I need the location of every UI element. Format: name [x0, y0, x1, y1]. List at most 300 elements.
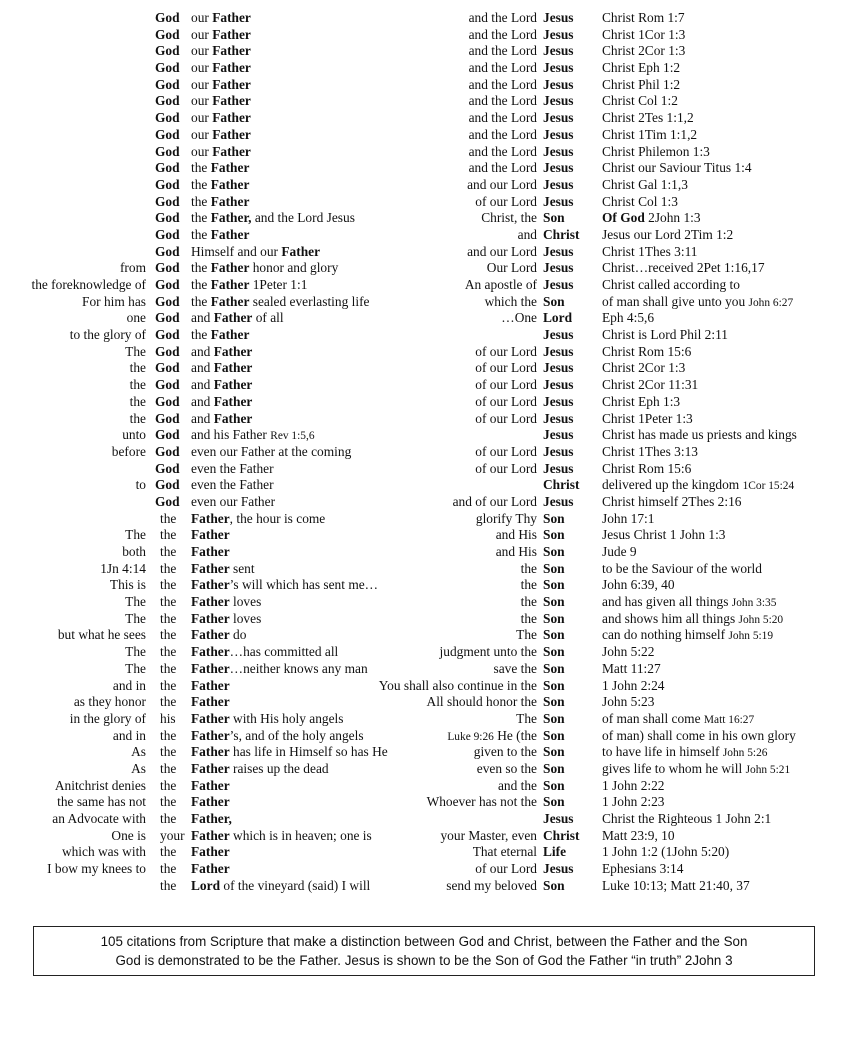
lead-phrase: from: [119, 260, 146, 276]
father-phrase-segment: our: [191, 93, 213, 109]
connector-phrase: [427, 694, 537, 711]
father-phrase-segment: and: [191, 343, 214, 359]
father-phrase-segment: of the vineyard (said) I will: [220, 877, 371, 893]
connector-phrase-segment: and our Lord: [467, 176, 537, 192]
father-phrase-segment: Father: [210, 226, 250, 242]
connector-phrase-segment: and the: [497, 777, 537, 793]
father-phrase: [191, 110, 251, 127]
son-keyword: Son: [543, 594, 565, 610]
connector-phrase-segment: …One: [501, 310, 537, 326]
reference-phrase: [602, 861, 683, 878]
reference-phrase: [602, 160, 752, 177]
father-phrase: [191, 60, 251, 77]
reference-phrase: [602, 244, 697, 261]
citation-row: [0, 678, 850, 695]
citation-row: [0, 661, 850, 678]
reference-phrase-segment: Of God: [602, 210, 645, 226]
father-phrase-segment: Father: [191, 610, 230, 626]
father-phrase-segment: Father: [210, 176, 250, 192]
lead-phrase: to: [135, 477, 146, 493]
son-keyword: Jesus: [543, 443, 574, 459]
citation-row: [0, 194, 850, 211]
god-column: God: [155, 327, 180, 343]
reference-phrase-segment: 1 John 2:22: [602, 777, 665, 793]
connector-phrase-segment: of our Lord: [475, 460, 537, 476]
father-phrase-segment: Father: [213, 360, 253, 376]
father-phrase-segment: Father: [213, 343, 253, 359]
lead-phrase: as they honor: [73, 694, 146, 710]
citation-row: [0, 594, 850, 611]
reference-phrase: [602, 694, 654, 711]
citation-row: [0, 77, 850, 94]
reference-phrase-segment: Christ Phil 1:2: [602, 76, 681, 92]
father-phrase-segment: do: [229, 627, 247, 643]
reference-phrase-segment: of man shall come: [602, 710, 704, 726]
reference-phrase-segment: delivered up the kingdom: [602, 477, 743, 493]
citation-row: [0, 728, 850, 745]
reference-phrase-segment: Luke 10:13; Matt 21:40, 37: [602, 877, 750, 893]
connector-phrase: [467, 177, 537, 194]
reference-phrase-segment: 1 John 2:24: [602, 677, 665, 693]
citation-row: [0, 144, 850, 161]
citation-row: [0, 177, 850, 194]
summary-line-2: God is demonstrated to be the Father. Jesus is shown to be the Son of God the Father “in truth” 2John 3: [115, 953, 733, 968]
reference-phrase-segment: Jude 9: [602, 544, 637, 559]
father-phrase-segment: Father: [191, 660, 230, 676]
connector-phrase-segment: even so the: [476, 760, 537, 776]
father-phrase-segment: 1Peter 1:1: [249, 277, 308, 292]
citation-row: [0, 394, 850, 411]
reference-phrase: [602, 444, 698, 461]
father-phrase: [191, 160, 249, 177]
reference-phrase-segment: John 5:20: [738, 613, 784, 626]
father-phrase: [191, 761, 329, 778]
reference-phrase: [602, 43, 685, 60]
connector-phrase-segment: Luke 9:26: [447, 730, 494, 743]
connector-phrase-segment: and: [517, 226, 537, 242]
connector-phrase: [465, 277, 537, 294]
god-column: the: [160, 861, 177, 877]
father-phrase: [191, 744, 388, 761]
reference-phrase-segment: Christ the Righteous 1 John 2:1: [602, 811, 772, 826]
connector-phrase-segment: of our Lord: [475, 443, 537, 459]
reference-phrase: [602, 577, 675, 594]
father-phrase-segment: …neither knows any man: [229, 660, 368, 676]
reference-phrase: [602, 527, 726, 544]
father-phrase-segment: even our Father: [191, 493, 276, 509]
reference-phrase: [602, 711, 754, 729]
father-phrase-segment: our: [191, 43, 213, 59]
reference-phrase: [602, 227, 733, 244]
reference-phrase: [602, 210, 701, 227]
citation-row: [0, 277, 850, 294]
god-column: the: [160, 760, 177, 776]
father-phrase: [191, 561, 255, 578]
connector-phrase: [518, 227, 537, 244]
lead-phrase: and in: [112, 727, 146, 743]
connector-phrase: [469, 160, 537, 177]
father-phrase-segment: and: [191, 393, 214, 409]
connector-phrase: [469, 43, 537, 60]
son-keyword: Jesus: [543, 10, 574, 25]
god-column: God: [155, 226, 180, 242]
god-column: God: [155, 277, 180, 292]
father-phrase-segment: the: [191, 193, 211, 209]
connector-phrase: [475, 194, 537, 211]
connector-phrase-segment: and the Lord: [468, 160, 537, 176]
lead-phrase: in the glory of: [69, 710, 146, 726]
reference-phrase-segment: 1 John 1:2 (1John 5:20): [602, 844, 730, 860]
reference-phrase-segment: Christ has made us priests and kings: [602, 427, 797, 443]
lead-phrase: before: [111, 443, 146, 459]
son-keyword: Jesus: [543, 393, 574, 409]
connector-phrase-segment: He (the: [493, 727, 537, 743]
father-phrase-segment: Father: [212, 10, 251, 25]
god-column: God: [155, 443, 180, 459]
son-keyword: Jesus: [543, 343, 574, 359]
son-keyword: Jesus: [543, 93, 574, 109]
reference-phrase-segment: Christ…received 2Pet 1:16,17: [602, 260, 765, 276]
father-phrase-segment: loves: [229, 594, 262, 610]
reference-phrase: [602, 360, 685, 377]
connector-phrase: [473, 844, 537, 861]
son-keyword: Christ: [543, 477, 580, 493]
connector-phrase: [516, 627, 537, 644]
god-column: God: [155, 477, 180, 493]
citation-row: [0, 861, 850, 878]
son-keyword: Son: [543, 627, 565, 643]
father-phrase-segment: the: [191, 277, 211, 292]
father-phrase-segment: Father: [210, 277, 250, 292]
reference-phrase-segment: Matt 16:27: [703, 713, 755, 726]
reference-phrase-segment: Christ 2Cor 11:31: [602, 377, 699, 393]
reference-phrase-segment: Matt 23:9, 10: [602, 827, 675, 843]
reference-phrase: [602, 561, 762, 578]
reference-phrase-segment: Christ Col 1:2: [602, 93, 678, 109]
connector-phrase: [447, 728, 537, 746]
reference-phrase: [602, 77, 680, 94]
connector-phrase-segment: The: [516, 627, 537, 643]
connector-phrase-segment: the: [520, 610, 537, 626]
reference-phrase-segment: Matt 11:27: [602, 660, 661, 676]
connector-phrase: [521, 577, 537, 594]
father-phrase: [191, 728, 364, 745]
father-phrase: [191, 310, 284, 327]
connector-phrase-segment: and the Lord: [468, 110, 537, 126]
connector-phrase: [475, 411, 537, 428]
father-phrase-segment: Father,: [191, 811, 232, 826]
citation-row: [0, 844, 850, 861]
father-phrase-segment: Father: [212, 143, 251, 159]
god-column: the: [160, 544, 177, 559]
reference-phrase: [602, 878, 750, 895]
father-phrase-segment: Father: [191, 727, 230, 743]
connector-phrase: [498, 778, 537, 795]
reference-phrase-segment: Christ Eph 1:2: [602, 60, 681, 76]
connector-phrase-segment: and His: [495, 544, 537, 559]
citation-row: [0, 360, 850, 377]
father-phrase-segment: Father: [191, 827, 230, 843]
father-phrase: [191, 678, 230, 695]
father-phrase: [191, 794, 230, 811]
son-keyword: Jesus: [543, 277, 574, 292]
connector-phrase-segment: An apostle of: [464, 277, 537, 292]
citation-row: [0, 611, 850, 628]
reference-phrase-segment: gives life to whom he will: [602, 760, 746, 776]
father-phrase-segment: even our Father at the coming: [191, 443, 352, 459]
connector-phrase: [469, 110, 537, 127]
father-phrase: [191, 661, 368, 678]
lead-phrase: The: [125, 610, 146, 626]
father-phrase: [191, 811, 232, 828]
father-phrase: [191, 644, 338, 661]
connector-phrase-segment: of our Lord: [475, 377, 537, 393]
father-phrase-segment: Father: [210, 260, 250, 276]
reference-phrase-segment: Christ 1Cor 1:3: [602, 26, 686, 42]
citation-row: [0, 377, 850, 394]
god-column: the: [160, 577, 177, 593]
connector-phrase-segment: and the Lord: [468, 93, 537, 109]
father-phrase-segment: sent: [229, 560, 255, 576]
connector-phrase-segment: The: [516, 710, 537, 726]
citation-row: [0, 527, 850, 544]
father-phrase-segment: , the hour is come: [229, 510, 326, 526]
citation-row: [0, 160, 850, 177]
god-column: God: [155, 93, 180, 109]
god-column: the: [160, 694, 177, 710]
father-phrase-segment: honor and glory: [249, 260, 339, 276]
reference-phrase: [602, 60, 680, 77]
citation-row: [0, 43, 850, 60]
son-keyword: Son: [543, 877, 565, 893]
god-column: the: [160, 811, 177, 826]
lead-phrase: the: [129, 393, 146, 409]
father-phrase: [191, 260, 338, 277]
reference-phrase: [602, 127, 697, 144]
father-phrase: [191, 711, 344, 728]
god-column: God: [155, 26, 180, 42]
citation-row: [0, 644, 850, 661]
connector-phrase-segment: the: [520, 560, 537, 576]
citation-row: [0, 761, 850, 778]
father-phrase-segment: Father: [213, 410, 253, 426]
father-phrase: [191, 861, 230, 878]
father-phrase: [191, 210, 355, 227]
reference-phrase: [602, 744, 767, 762]
citation-row: [0, 694, 850, 711]
god-column: God: [155, 110, 180, 126]
reference-phrase-segment: Christ Col 1:3: [602, 193, 678, 209]
reference-phrase: [602, 794, 665, 811]
father-phrase-segment: our: [191, 143, 213, 159]
reference-phrase-segment: John 5:22: [602, 644, 655, 660]
son-keyword: Jesus: [543, 243, 574, 259]
reference-phrase-segment: Christ himself 2Thes 2:16: [602, 493, 742, 509]
son-keyword: Lord: [543, 310, 573, 326]
connector-phrase-segment: You shall also continue in the: [378, 677, 537, 693]
father-phrase-segment: ’s will which has sent me…: [229, 577, 379, 593]
connector-phrase-segment: and the Lord: [468, 76, 537, 92]
father-phrase: [191, 444, 351, 461]
father-phrase-segment: Himself and our: [191, 243, 282, 259]
reference-phrase-segment: of man) shall come in his own glory: [602, 727, 796, 743]
connector-phrase: [453, 494, 537, 511]
father-phrase-segment: Father: [212, 93, 251, 109]
reference-phrase-segment: Christ 1Tim 1:1,2: [602, 126, 698, 142]
father-phrase-segment: the: [191, 293, 211, 309]
citation-row: [0, 711, 850, 728]
son-keyword: Jesus: [543, 327, 574, 343]
father-phrase-segment: Father: [210, 193, 250, 209]
citation-row: [0, 778, 850, 795]
son-keyword: Son: [543, 677, 565, 693]
citation-row: [0, 544, 850, 561]
reference-phrase-segment: Christ 1Peter 1:3: [602, 410, 693, 426]
citation-row: [0, 244, 850, 261]
father-phrase-segment: Father: [213, 377, 253, 393]
reference-phrase-segment: Christ 2Cor 1:3: [602, 43, 686, 59]
reference-phrase: [602, 728, 796, 745]
reference-phrase: [602, 661, 661, 678]
father-phrase-segment: Father: [210, 160, 250, 176]
reference-phrase: [602, 477, 794, 495]
son-keyword: Christ: [543, 226, 580, 242]
god-column: the: [160, 610, 177, 626]
father-phrase: [191, 394, 252, 411]
father-phrase: [191, 177, 249, 194]
connector-phrase: [475, 394, 537, 411]
reference-phrase: [602, 778, 665, 795]
god-column: the: [160, 844, 177, 860]
connector-phrase-segment: All should honor the: [426, 694, 537, 710]
son-keyword: Jesus: [543, 811, 574, 826]
lead-phrase: 1Jn 4:14: [100, 560, 146, 576]
connector-phrase: [521, 561, 537, 578]
connector-phrase: [446, 878, 537, 895]
connector-phrase: [469, 77, 537, 94]
connector-phrase-segment: of our Lord: [475, 343, 537, 359]
father-phrase-segment: Father: [191, 677, 230, 693]
reference-phrase: [602, 394, 680, 411]
father-phrase-segment: has life in Himself so has He: [229, 744, 388, 760]
connector-phrase-segment: which the: [484, 293, 537, 309]
father-phrase-segment: our: [191, 26, 213, 42]
citation-row: [0, 27, 850, 44]
reference-phrase: [602, 627, 773, 645]
father-phrase-segment: Father: [191, 861, 230, 877]
reference-phrase: [602, 761, 790, 779]
son-keyword: Jesus: [543, 360, 574, 376]
son-keyword: Son: [543, 794, 565, 810]
reference-phrase-segment: 2John 1:3: [644, 210, 701, 226]
son-keyword: Jesus: [543, 76, 574, 92]
citation-row: [0, 461, 850, 478]
reference-phrase-segment: Christ Gal 1:1,3: [602, 176, 688, 192]
connector-phrase: [469, 10, 537, 27]
reference-phrase-segment: Christ Eph 1:3: [602, 393, 681, 409]
lead-phrase: and in: [112, 677, 146, 693]
connector-phrase: [467, 244, 537, 261]
lead-phrase: Anitchrist denies: [54, 777, 146, 793]
connector-phrase-segment: of our Lord: [475, 393, 537, 409]
son-keyword: Jesus: [543, 377, 574, 393]
connector-phrase: [440, 644, 537, 661]
reference-phrase: [602, 844, 729, 861]
connector-phrase: [475, 377, 537, 394]
god-column: God: [155, 126, 180, 142]
son-keyword: Son: [543, 560, 565, 576]
father-phrase: [191, 93, 251, 110]
father-phrase-segment: Rev 1:5,6: [270, 430, 315, 443]
son-keyword: Son: [543, 544, 565, 559]
god-column: God: [155, 43, 180, 59]
connector-phrase-segment: Our Lord: [486, 260, 537, 276]
lead-phrase: The: [125, 527, 146, 543]
father-phrase: [191, 594, 261, 611]
reference-phrase: [602, 427, 797, 444]
reference-phrase: [602, 277, 740, 294]
lead-phrase: both: [122, 544, 146, 559]
father-phrase: [191, 611, 261, 628]
reference-phrase-segment: and shows him all things: [602, 610, 739, 626]
father-phrase-segment: and: [191, 410, 214, 426]
son-keyword: Christ: [543, 827, 580, 843]
son-keyword: Jesus: [543, 26, 574, 42]
son-keyword: Jesus: [543, 260, 574, 276]
citation-row: [0, 310, 850, 327]
connector-phrase: [476, 511, 537, 528]
reference-phrase-segment: Christ Philemon 1:3: [602, 143, 710, 159]
lead-phrase: As: [131, 744, 146, 760]
citation-row: [0, 260, 850, 277]
son-keyword: Jesus: [543, 110, 574, 126]
father-phrase-segment: Father: [212, 26, 251, 42]
reference-phrase: [602, 828, 675, 845]
reference-phrase-segment: of man shall give unto you: [602, 293, 749, 309]
citation-row: [0, 227, 850, 244]
connector-phrase: [379, 678, 537, 695]
father-phrase-segment: Father: [191, 710, 230, 726]
son-keyword: Son: [543, 644, 565, 660]
father-phrase-segment: our: [191, 110, 213, 126]
son-keyword: Jesus: [543, 861, 574, 877]
reference-phrase-segment: John 6:27: [748, 296, 794, 309]
connector-phrase: [521, 611, 537, 628]
father-phrase-segment: Father: [191, 694, 230, 710]
reference-phrase-segment: John 5:21: [745, 763, 791, 776]
reference-phrase-segment: to have life in himself: [602, 744, 723, 760]
connector-phrase: [475, 444, 537, 461]
father-phrase: [191, 477, 274, 494]
connector-phrase-segment: and the Lord: [468, 60, 537, 76]
reference-phrase: [602, 461, 691, 478]
connector-phrase: [496, 527, 537, 544]
son-keyword: Son: [543, 694, 565, 710]
reference-phrase: [602, 644, 654, 661]
father-phrase-segment: Father: [210, 327, 250, 343]
son-keyword: Son: [543, 610, 565, 626]
son-keyword: Son: [543, 527, 565, 543]
son-keyword: Jesus: [543, 176, 574, 192]
connector-phrase: [475, 360, 537, 377]
god-column: his: [160, 710, 176, 726]
connector-phrase: [469, 127, 537, 144]
connector-phrase-segment: of our Lord: [475, 193, 537, 209]
father-phrase-segment: our: [191, 76, 213, 92]
father-phrase-segment: even the Father: [191, 477, 274, 493]
citation-row: [0, 744, 850, 761]
father-phrase-segment: the: [191, 176, 211, 192]
